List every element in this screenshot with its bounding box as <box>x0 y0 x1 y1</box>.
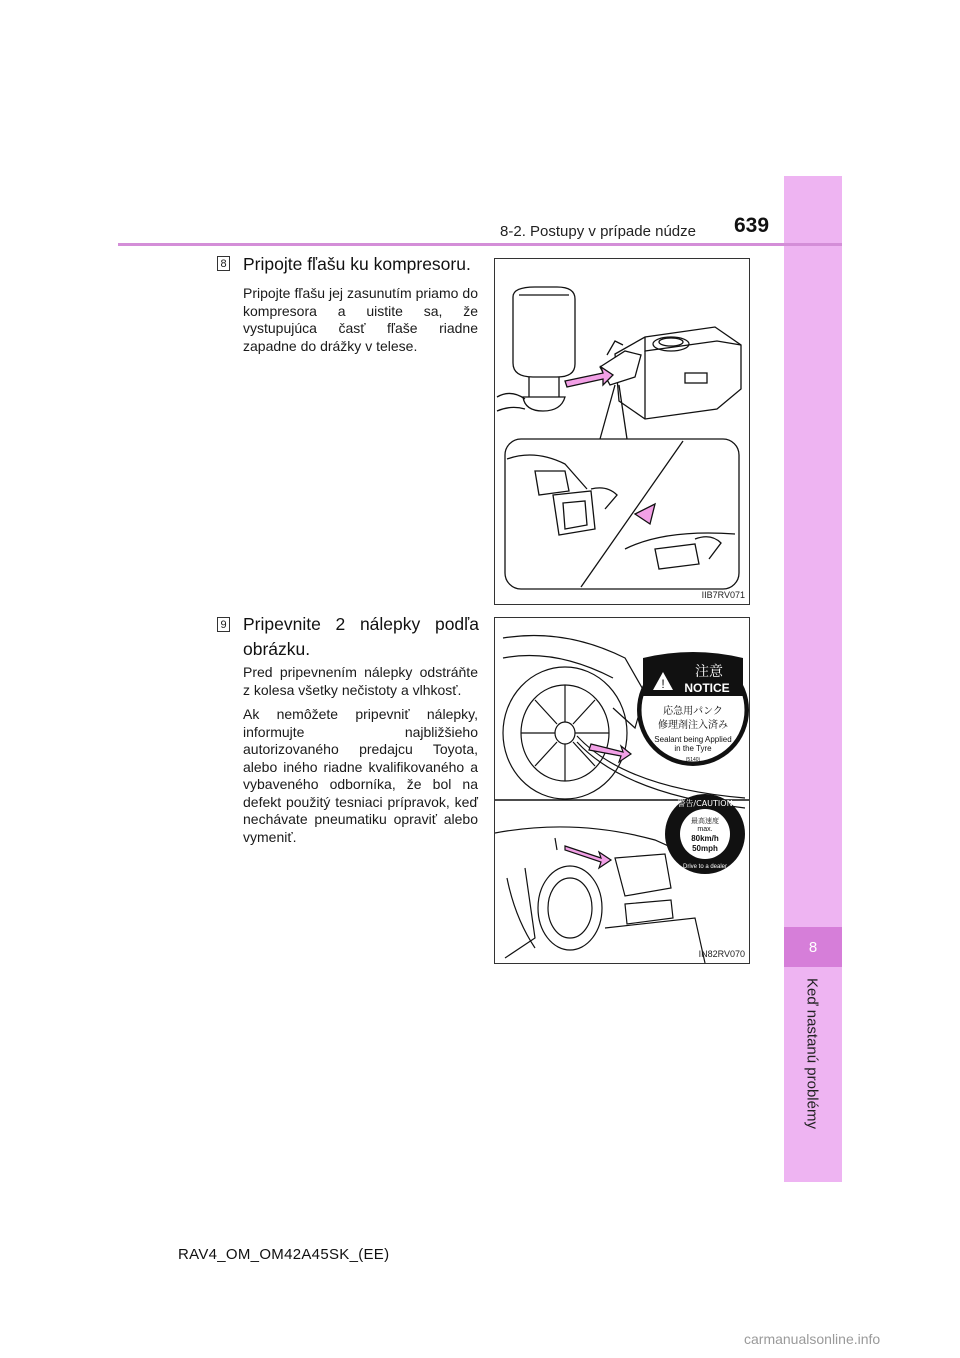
step-9-heading: Pripevnite 2 nálepky podľa obrázku. <box>243 614 479 659</box>
chapter-title: Keď nastanú problémy <box>803 978 821 1129</box>
chapter-number: 8 <box>784 927 842 967</box>
page-number: 639 <box>734 214 770 237</box>
notice-title: NOTICE <box>684 681 730 695</box>
step-number-8: 8 <box>217 256 230 271</box>
step-number-9: 9 <box>217 617 230 632</box>
notice-code: (5140) <box>685 757 701 763</box>
figure-sticker-placement <box>494 617 750 964</box>
notice-sticker-icon <box>637 652 749 766</box>
notice-jp-title: 注意 <box>695 664 723 680</box>
figure-compressor-bottle <box>494 258 750 605</box>
step-9-paragraph-1: Pred pripevnením nálepky odstráňte z kolesa všetky nečistoty a vlhkosť. <box>243 664 478 698</box>
notice-jp-line1: 応急用パンク <box>663 706 723 717</box>
caution-speed: 最高速度 <box>691 817 719 825</box>
step-8-paragraph: Pripojte fľašu jej zasunutím priamo do kompresora a uistite sa, že vystupujúca časť fľaše riadne zapadne do drážky v telese. <box>243 285 478 354</box>
caution-sticker-icon <box>665 794 745 874</box>
manual-code: RAV4_OM_OM42A45SK_(EE) <box>178 1246 390 1263</box>
step-9-body <box>243 664 478 853</box>
step-8-body <box>243 285 478 362</box>
notice-en-line1: Sealant being Applied <box>654 735 732 744</box>
caution-head: 警告/CAUTION <box>677 799 733 808</box>
figure-1-code: IIB7RV071 <box>701 590 745 600</box>
caution-max: max. <box>697 826 713 833</box>
caution-kmh: 80km/h <box>691 834 719 843</box>
step-8-heading: Pripojte fľašu ku kompresoru. <box>243 254 471 274</box>
sticker-illustration <box>495 618 749 963</box>
header-rule <box>118 243 842 246</box>
watermark: carmanualsonline.info <box>744 1331 881 1347</box>
section-title: 8-2. Postupy v prípade núdze <box>500 223 696 240</box>
notice-jp-line2: 修理剤注入済み <box>658 720 728 731</box>
notice-en-line2: in the Tyre <box>674 744 712 753</box>
caution-bottom: Drive to a dealer <box>682 864 728 870</box>
figure-2-code: IN82RV070 <box>698 949 745 959</box>
caution-mph: 50mph <box>692 844 718 853</box>
compressor-illustration <box>495 259 749 604</box>
svg-text:!: ! <box>661 677 665 691</box>
step-9-paragraph-2: Ak nemôžete pripevniť nálepky, informujte najbližšieho autorizovaného predajcu Toyota, alebo iného riadne kvalifikovaného a vybaveného odborníka, že bol na defekt použitý tesniaci prípravok, keď nechávate pneumatiku opraviť alebo vymeniť. <box>243 706 478 845</box>
